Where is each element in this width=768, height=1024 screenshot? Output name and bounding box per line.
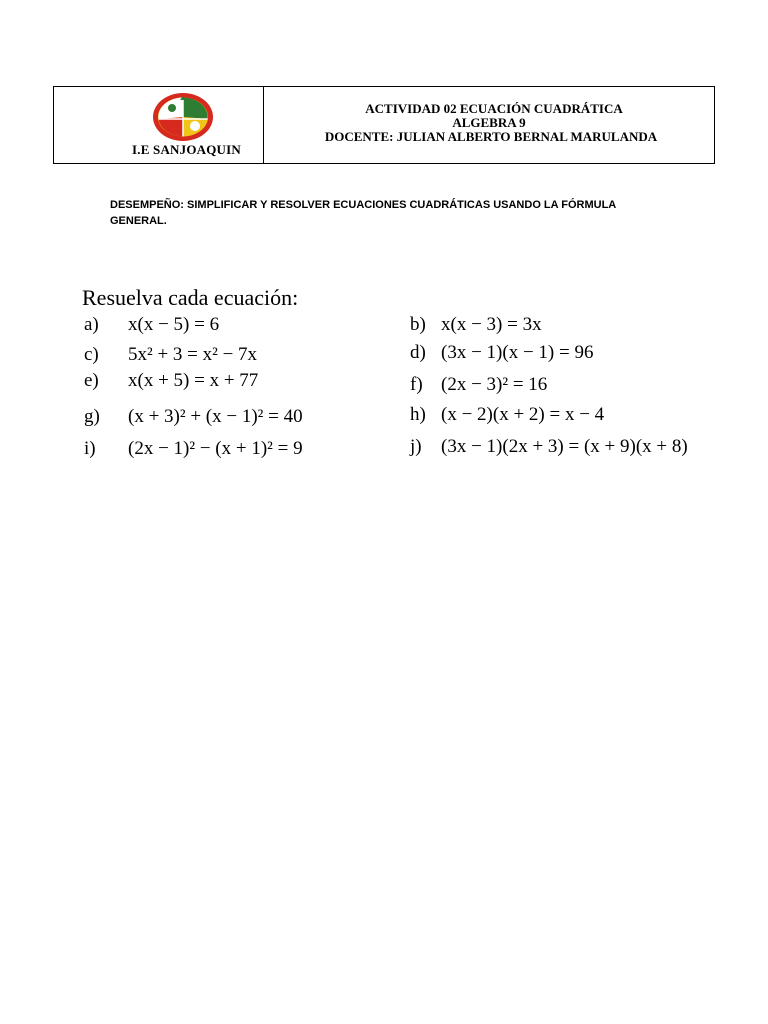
exercise-equation: (x − 2)(x + 2) = x − 4: [441, 404, 605, 425]
exercise-label: a): [84, 314, 99, 335]
exercise-label: g): [84, 406, 100, 427]
exercise-label: h): [410, 404, 426, 425]
exercise-equation: 5x² + 3 = x² − 7x: [128, 344, 258, 365]
exercise-instruction: Resuelva cada ecuación:: [82, 285, 299, 310]
exercise-equation: (3x − 1)(x − 1) = 96: [441, 342, 594, 363]
exercise-label: b): [410, 314, 426, 335]
exercise-label: e): [84, 370, 99, 391]
exercise-label: j): [410, 436, 422, 457]
exercise-j: [410, 436, 688, 458]
subject-title: ALGEBRA 9: [452, 115, 526, 130]
exercise-c: [84, 344, 257, 366]
exercise-label: i): [84, 438, 96, 459]
exercise-equation: x(x + 5) = x + 77: [128, 370, 259, 391]
exercise-equation: (x + 3)² + (x − 1)² = 40: [128, 406, 303, 427]
teacher-name: DOCENTE: JULIAN ALBERTO BERNAL MARULANDA: [324, 129, 658, 144]
performance-statement: DESEMPEÑO: SIMPLIFICAR Y RESOLVER ECUACIONES CUADRÁTICAS USANDO LA FÓRMULA GENERAL.: [110, 199, 616, 227]
exercise-label: f): [410, 374, 423, 395]
exercise-equation: (2x − 1)² − (x + 1)² = 9: [128, 438, 303, 459]
exercise-h: [410, 404, 604, 426]
exercise-d: [410, 342, 593, 364]
exercise-equation: (2x − 3)² = 16: [441, 374, 548, 395]
exercise-i: [84, 438, 303, 460]
exercise-f: [410, 374, 547, 396]
header-logo-cell: [54, 87, 264, 163]
exercise-equation: (3x − 1)(2x + 3) = (x + 9)(x + 8): [441, 436, 688, 457]
exercise-a: [84, 314, 219, 336]
header-table: [53, 86, 715, 164]
exercise-label: d): [410, 342, 426, 363]
exercise-g: [84, 406, 303, 428]
school-logo-icon: [152, 92, 214, 142]
exercise-e: [84, 370, 258, 392]
exercise-b: [410, 314, 542, 336]
exercise-label: c): [84, 344, 99, 365]
activity-title: ACTIVIDAD 02 ECUACIÓN CUADRÁTICA: [365, 101, 623, 116]
exercise-equation: x(x − 5) = 6: [128, 314, 220, 335]
header-title-cell: [264, 87, 714, 163]
exercise-equation: x(x − 3) = 3x: [441, 314, 542, 335]
school-name: I.E SANJOAQUIN: [132, 142, 241, 157]
